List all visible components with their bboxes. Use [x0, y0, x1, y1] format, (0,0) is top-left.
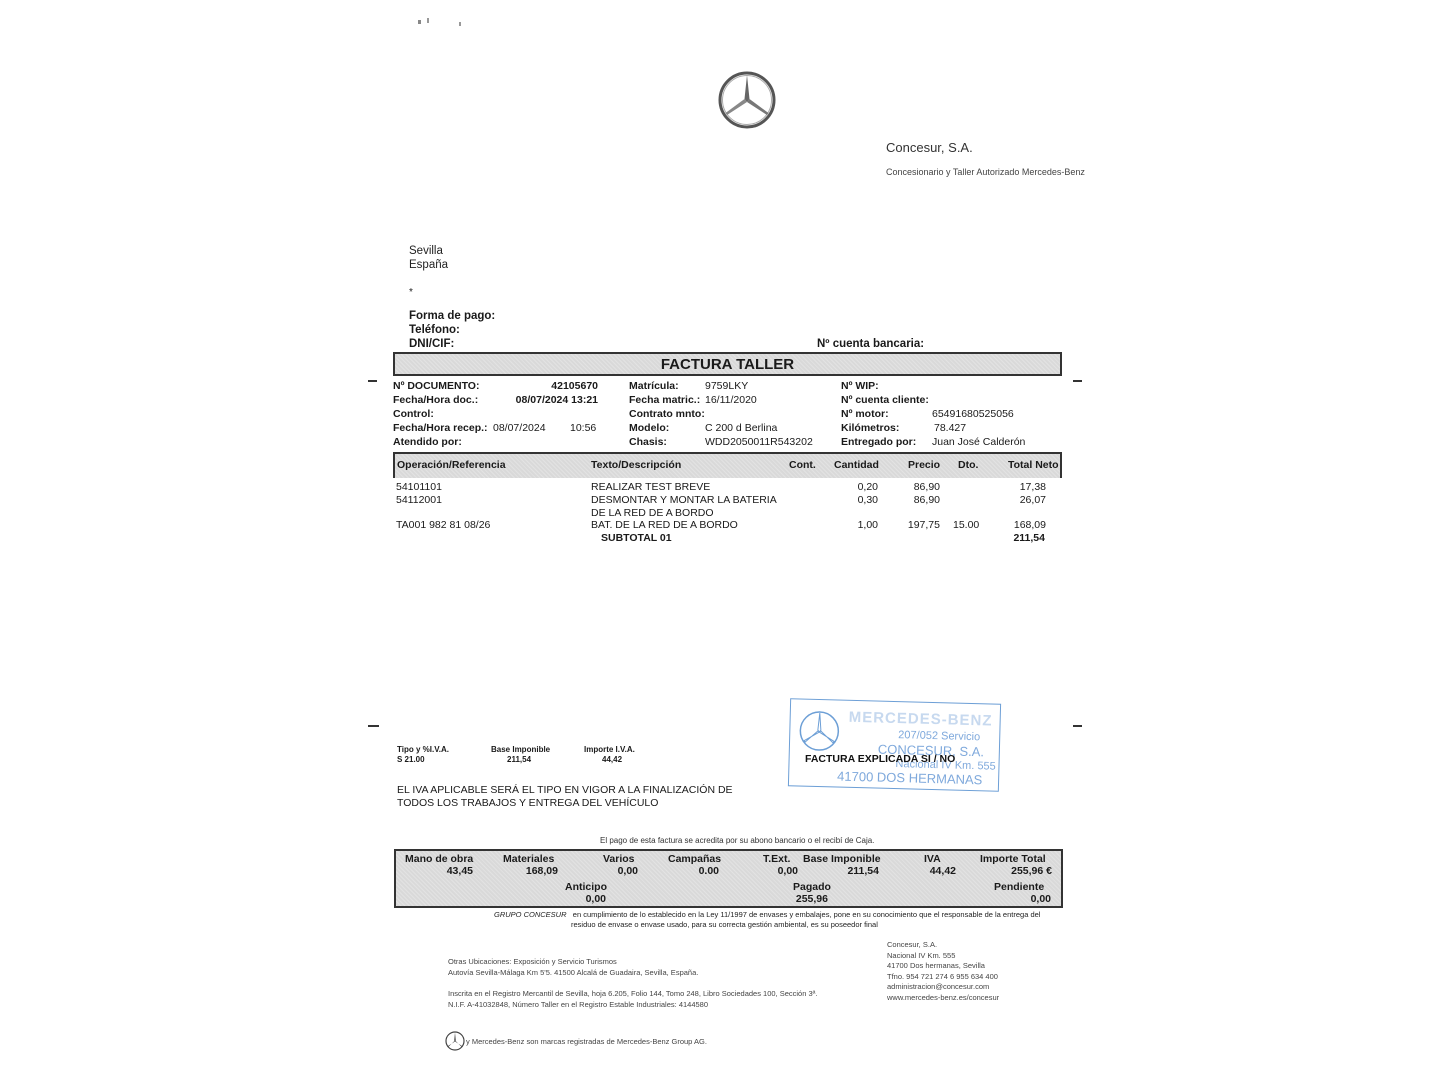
advance-label: Anticipo — [565, 881, 607, 893]
stamp-city: 41700 DOS HERMANAS — [836, 768, 983, 788]
doc-date-value: 08/07/2024 13:21 — [515, 394, 598, 406]
doc-number-row — [393, 380, 603, 394]
registration-date-value: 16/11/2020 — [705, 394, 757, 406]
materials-value: 168,09 — [525, 865, 558, 877]
text-label: T.Ext. — [763, 853, 791, 865]
vat-base-value: 211,54 — [507, 755, 532, 764]
vat-notice — [397, 784, 733, 810]
attended-by-row — [393, 436, 603, 450]
margin-dash — [368, 380, 377, 382]
scan-mark — [418, 20, 421, 24]
row-operation: 54112001 — [396, 494, 442, 506]
paid-value: 255,96 — [795, 893, 828, 905]
delivered-by-label: Entregado por: — [841, 436, 917, 448]
subtotal-value: 211,54 — [1013, 532, 1045, 544]
margin-dash — [1073, 380, 1082, 382]
doc-info-col3 — [841, 380, 1061, 450]
vat-amount-label: Importe I.V.A. — [584, 745, 635, 754]
mileage-value: 78.427 — [934, 422, 967, 434]
doc-info-col1 — [393, 380, 603, 450]
contact-city: 41700 Dos hermanas, Sevilla — [887, 961, 985, 970]
stamp-road: Nacional IV Km. 555 — [895, 758, 996, 773]
legal-notice — [494, 910, 1040, 921]
total-value: 255,96 € — [1011, 865, 1052, 877]
contact-email[interactable]: administracion@concesur.com — [887, 982, 990, 991]
dealer-stamp — [788, 698, 1001, 791]
delivered-by-value: Juan José Calderón — [932, 436, 1026, 448]
iva-label: IVA — [924, 853, 941, 865]
table-row — [393, 519, 1062, 533]
contact-website[interactable]: www.mercedes-benz.es/concesur — [887, 992, 1000, 1002]
stamp-brand: MERCEDES-BENZ — [848, 708, 993, 730]
scan-mark — [459, 22, 461, 26]
attended-by-label: Atendido por: — [393, 436, 462, 448]
table-row — [393, 494, 1062, 520]
engine-number-label: Nº motor: — [841, 408, 889, 420]
table-row — [393, 481, 1062, 495]
contact-road: Nacional IV Km. 555 — [887, 950, 956, 960]
col-price: Precio — [908, 459, 941, 471]
invoice-explained-checkbox: FACTURA EXPLICADA SI / NO — [805, 753, 956, 765]
mercedes-star-logo-icon — [717, 70, 777, 130]
misc-label: Varios — [603, 853, 635, 865]
col-cont: Cont. — [789, 459, 816, 471]
subtotal-label: SUBTOTAL 01 — [601, 532, 672, 544]
vat-type-value: S 21.00 — [397, 755, 425, 764]
vat-notice-line2: TODOS LOS TRABAJOS Y ENTREGA DEL VEHÍCULO — [397, 797, 659, 809]
col-description: Texto/Descripción — [591, 459, 682, 471]
reception-date-value: 08/07/2024 — [493, 422, 546, 434]
row-total: 26,07 — [1019, 494, 1046, 506]
customer-country: España — [409, 259, 449, 271]
subtotal-row — [393, 532, 1062, 546]
base-label: Base Imponible — [803, 853, 881, 865]
customer-account-label: Nº cuenta cliente: — [841, 394, 929, 406]
row-total: 17,38 — [1019, 481, 1046, 493]
row-total: 168,09 — [1013, 519, 1046, 531]
bank-account-label: Nº cuenta bancaria: — [817, 338, 925, 350]
doc-number-value: 42105670 — [551, 380, 598, 392]
engine-number-value: 65491680525056 — [932, 408, 1014, 420]
doc-number-label: Nº DOCUMENTO: — [393, 380, 480, 392]
dni-label: DNI/CIF: — [409, 338, 455, 350]
legal-group: GRUPO CONCESUR — [494, 910, 567, 919]
labor-value: 43,45 — [446, 865, 473, 877]
contact-company: Concesur, S.A. — [887, 940, 938, 949]
vat-base-label: Base Imponible — [491, 745, 551, 754]
margin-dash — [368, 725, 379, 727]
model-value: C 200 d Berlina — [705, 422, 778, 434]
customer-marker: * — [409, 287, 413, 298]
col-discount: Dto. — [958, 459, 979, 471]
row-quantity: 0,30 — [857, 494, 878, 506]
row-discount: 15.00 — [953, 519, 980, 531]
control-label: Control: — [393, 408, 434, 420]
total-label: Importe Total — [980, 853, 1046, 865]
stamp-star-icon — [798, 709, 841, 752]
row-description: BAT. DE LA RED DE A BORDO — [591, 519, 738, 531]
chassis-value: WDD2050011R543202 — [705, 436, 813, 448]
reception-date-row — [393, 422, 603, 436]
text-value: 0,00 — [777, 865, 798, 877]
row-price: 197,75 — [907, 519, 940, 531]
campaigns-label: Campañas — [668, 853, 722, 865]
pending-label: Pendiente — [994, 881, 1045, 893]
row-price: 86,90 — [913, 481, 940, 493]
col-quantity: Cantidad — [834, 459, 879, 471]
vat-notice-line1: EL IVA APLICABLE SERÁ EL TIPO EN VIGOR A LA FINALIZACIÓN DE — [397, 784, 733, 796]
footer-locations — [448, 957, 818, 1010]
row-description: REALIZAR TEST BREVE — [591, 481, 711, 493]
contact-phone: Tfno. 954 721 274 6 955 634 400 — [887, 971, 998, 981]
col-operation: Operación/Referencia — [397, 459, 506, 471]
paid-label: Pagado — [793, 881, 831, 893]
doc-date-row — [393, 394, 603, 408]
margin-dash — [1073, 725, 1082, 727]
row-price: 86,90 — [913, 494, 940, 506]
legal-line1: en cumplimiento de lo establecido en la Ley 11/1997 de envases y embalajes, pone en su conocimiento que el responsable de la entrega del — [572, 910, 1041, 919]
misc-value: 0,00 — [617, 865, 638, 877]
scan-mark — [427, 18, 429, 23]
vat-amount-value: 44,42 — [602, 755, 623, 764]
legal-line2: residuo de envase o envase usado, para su correcta gestión ambiental, es su poseedor final — [571, 920, 878, 929]
footer-contact — [887, 940, 999, 1003]
row-operation: TA001 982 81 08/26 — [396, 519, 491, 531]
maintenance-contract-label: Contrato mnto: — [629, 408, 705, 420]
payment-method-label: Forma de pago: — [409, 310, 496, 322]
doc-date-label: Fecha/Hora doc.: — [393, 394, 479, 406]
doc-info-col2 — [629, 380, 829, 450]
reception-time-value: 10:56 — [570, 422, 597, 434]
row-quantity: 1,00 — [857, 519, 878, 531]
other-locations: Otras Ubicaciones: Exposición y Servicio Turismos — [448, 957, 617, 966]
company-subtitle: Concesionario y Taller Autorizado Mercedes-Benz — [886, 167, 1085, 177]
labor-label: Mano de obra — [405, 853, 474, 865]
base-value: 211,54 — [847, 865, 879, 877]
iva-value: 44,42 — [929, 865, 956, 877]
reception-date-label: Fecha/Hora recep.: — [393, 422, 488, 434]
totals-box — [394, 849, 1063, 908]
vat-type-label: Tipo y %I.V.A. — [397, 745, 450, 754]
trademark-notice: y Mercedes-Benz son marcas registradas de Mercedes-Benz Group AG. — [466, 1037, 707, 1046]
phone-label: Teléfono: — [409, 324, 460, 336]
stamp-code: 207/052 Servicio — [898, 729, 981, 744]
payment-note: El pago de esta factura se acredita por su abono bancario o el recibí de Caja. — [600, 836, 875, 845]
row-description: DESMONTAR Y MONTAR LA BATERIA — [591, 494, 777, 506]
registration-date-label: Fecha matric.: — [629, 394, 701, 406]
chassis-label: Chasis: — [629, 436, 667, 448]
plate-value: 9759LKY — [705, 380, 749, 392]
customer-city: Sevilla — [409, 245, 443, 257]
row-quantity: 0,20 — [857, 481, 878, 493]
control-row — [393, 408, 603, 422]
materials-label: Materiales — [503, 853, 555, 865]
registry-line1: Inscrita en el Registro Mercantil de Sevilla, hoja 6.205, Folio 144, Tomo 248, Libro Sociedades 100, Sección 3ª. — [448, 989, 818, 998]
pending-value: 0,00 — [1030, 893, 1051, 905]
model-label: Modelo: — [629, 422, 670, 434]
wip-label: Nº WIP: — [841, 380, 879, 392]
other-address: Autovía Sevilla-Málaga Km 5'5. 41500 Alcalá de Guadaira, Sevilla, España. — [448, 967, 699, 977]
registry-line2: N.I.F. A-41032848, Número Taller en el Registro Estable Industriales: 4144580 — [448, 999, 709, 1009]
items-table-header — [393, 452, 1062, 478]
row-description-cont: DE LA RED DE A BORDO — [591, 507, 714, 519]
company-name: Concesur, S.A. — [886, 140, 973, 155]
invoice-title: FACTURA TALLER — [393, 352, 1062, 376]
advance-value: 0,00 — [585, 893, 606, 905]
col-total: Total Neto — [1008, 459, 1059, 471]
mileage-label: Kilómetros: — [841, 422, 900, 434]
campaigns-value: 0.00 — [698, 865, 719, 877]
stamp-company: CONCESUR, S.A. — [877, 741, 985, 760]
plate-label: Matrícula: — [629, 380, 679, 392]
mercedes-star-small-icon — [445, 1031, 465, 1051]
row-operation: 54101101 — [396, 481, 442, 493]
